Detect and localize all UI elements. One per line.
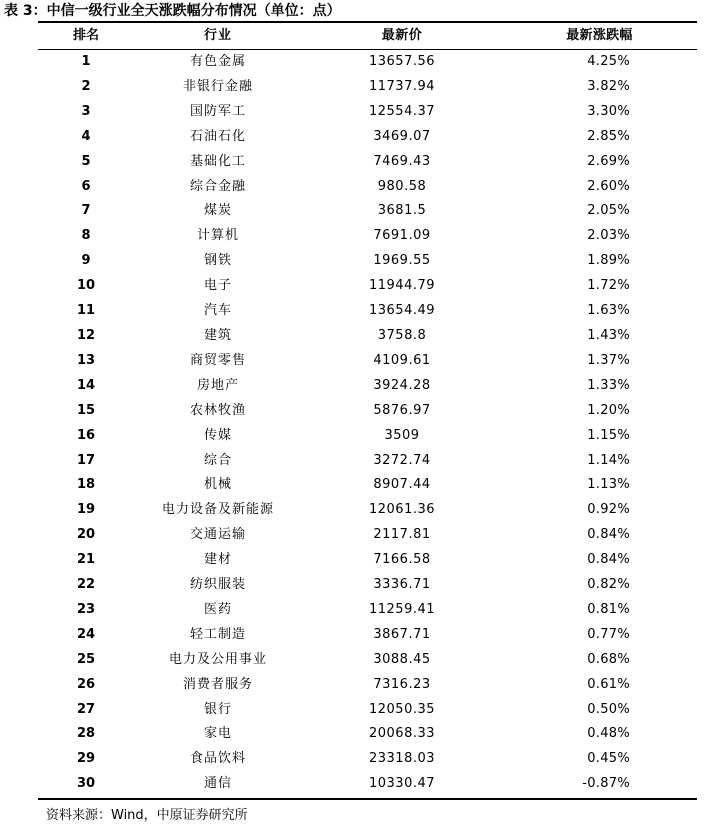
change-cell: 0.68% [587,651,630,667]
table-row [38,424,697,449]
industry-cell: 轻工制造 [189,626,246,642]
change-cell: 1.33% [587,377,630,393]
change-cell: 3.30% [587,103,630,119]
rank-cell: 30 [76,776,96,792]
price-cell: 980.58 [377,178,427,194]
price-cell: 2117.81 [373,527,431,543]
table-row [38,150,697,175]
header-row [38,23,697,49]
rank-cell: 25 [76,651,96,667]
price-cell: 13657.56 [368,54,436,69]
price-cell: 4109.61 [373,352,431,368]
industry-cell: 建材 [203,552,232,568]
table-row [38,548,697,573]
change-cell: 0.82% [587,577,630,593]
change-cell: 2.60% [587,178,630,194]
change-cell: 0.84% [587,552,630,568]
industry-cell: 机械 [203,477,232,493]
rank-cell: 5 [81,153,91,169]
table-row [38,175,697,200]
price-cell: 7469.43 [373,153,431,169]
table-row [38,349,697,374]
table-row [38,125,697,150]
price-cell: 7316.23 [373,676,431,692]
industry-cell: 电力设备及新能源 [161,502,274,518]
industry-cell: 综合金融 [189,178,246,194]
rank-cell: 15 [76,402,96,418]
header-industry: 行业 [203,28,232,43]
table-row [38,299,697,324]
rank-cell: 11 [76,303,96,319]
table-row [38,673,697,698]
rank-cell: 4 [81,128,91,144]
rank-cell: 6 [81,178,91,194]
change-cell: 1.72% [587,278,630,294]
table-row [38,100,697,125]
industry-cell: 建筑 [203,327,232,343]
rank-cell: 22 [76,577,96,593]
price-cell: 3924.28 [373,377,431,393]
change-cell: 0.61% [587,676,630,692]
industry-cell: 钢铁 [203,253,232,269]
industry-cell: 食品饮料 [189,751,246,767]
industry-cell: 家电 [203,726,232,742]
industry-cell: 电子 [203,278,232,294]
rank-cell: 16 [76,427,96,443]
change-cell: 1.89% [587,253,630,269]
change-cell: 0.50% [587,701,630,717]
price-cell: 3272.74 [373,452,431,468]
change-cell: 0.84% [587,527,630,543]
table-row [38,473,697,498]
rank-cell: 17 [76,452,96,468]
industry-cell: 通信 [203,776,232,792]
rank-cell: 8 [81,228,91,244]
change-cell: 2.05% [587,203,630,219]
rank-cell: 29 [76,751,96,767]
change-cell: 2.03% [587,228,630,244]
table-row [38,50,697,75]
industry-cell: 纺织服装 [189,577,246,593]
table-row [38,573,697,598]
price-cell: 3469.07 [373,128,431,144]
rank-cell: 28 [76,726,96,742]
table-row [38,449,697,474]
change-cell: 1.63% [587,303,630,319]
price-cell: 13654.49 [368,303,436,319]
rank-cell: 18 [76,477,96,493]
price-cell: 3867.71 [373,626,431,642]
change-cell: 1.37% [587,352,630,368]
price-cell: 3681.5 [377,203,427,219]
industry-cell: 非银行金融 [182,78,253,94]
header-rank: 排名 [72,28,99,43]
industry-cell: 医药 [203,601,232,617]
price-cell: 3088.45 [373,651,431,667]
change-cell: 1.14% [587,452,630,468]
rank-cell: 2 [81,78,91,94]
price-cell: 12061.36 [368,502,436,518]
price-cell: 11737.94 [368,78,436,94]
table-row [38,523,697,548]
industry-cell: 基础化工 [189,153,246,169]
industry-cell: 房地产 [196,377,239,393]
table-bottom-rule [38,798,697,800]
change-cell: 2.85% [587,128,630,144]
rank-cell: 1 [81,54,91,69]
rank-cell: 14 [76,377,96,393]
change-cell: 3.82% [587,78,630,94]
price-cell: 3758.8 [377,327,427,343]
industry-cell: 汽车 [203,303,232,319]
industry-cell: 电力及公用事业 [168,651,267,667]
header-change: 最新涨跌幅 [566,28,633,43]
price-cell: 11259.41 [368,601,436,617]
industry-cell: 国防军工 [189,103,246,119]
change-cell: 0.48% [587,726,630,742]
rank-cell: 26 [76,676,96,692]
table-row [38,623,697,648]
price-cell: 12554.37 [368,103,436,119]
change-cell: 1.15% [587,427,630,443]
table-header [38,23,697,49]
rank-cell: 9 [81,253,91,269]
industry-cell: 银行 [203,701,232,717]
industry-cell: 有色金属 [189,54,246,69]
industry-cell: 综合 [203,452,232,468]
table-title: 表 3：中信一级行业全天涨跌幅分布情况（单位：点） [4,3,341,19]
price-cell: 1969.55 [373,253,431,269]
table-row [38,399,697,424]
price-cell: 7691.09 [373,228,431,244]
change-cell: -0.87% [582,776,630,792]
rank-cell: 3 [81,103,91,119]
industry-cell: 消费者服务 [182,676,253,692]
price-cell: 12050.35 [368,701,436,717]
rank-cell: 23 [76,601,96,617]
table-row [38,648,697,673]
industry-cell: 石油石化 [189,128,246,144]
industry-cell: 计算机 [196,228,239,244]
rank-cell: 13 [76,352,96,368]
rank-cell: 19 [76,502,96,518]
table-row [38,747,697,772]
change-cell: 0.77% [587,626,630,642]
change-cell: 1.20% [587,402,630,418]
table-row [38,249,697,274]
table-row [38,374,697,399]
table-row [38,772,697,797]
table-row [38,199,697,224]
table-row [38,224,697,249]
rank-cell: 21 [76,552,96,568]
price-cell: 8907.44 [373,477,431,493]
table-row [38,498,697,523]
rank-cell: 24 [76,626,96,642]
table-row [38,324,697,349]
rank-cell: 10 [76,278,96,294]
change-cell: 1.43% [587,327,630,343]
rank-cell: 12 [76,327,96,343]
rank-cell: 20 [76,527,96,543]
industry-cell: 商贸零售 [189,352,246,368]
table-row [38,722,697,747]
change-cell: 2.69% [587,153,630,169]
header-price: 最新价 [381,28,423,43]
price-cell: 20068.33 [368,726,436,742]
table-row [38,274,697,299]
change-cell: 1.13% [587,477,630,493]
price-cell: 7166.58 [373,552,431,568]
price-cell: 23318.03 [368,751,436,767]
table-body [38,50,697,797]
change-cell: 0.45% [587,751,630,767]
change-cell: 0.92% [587,502,630,518]
price-cell: 3509 [384,427,420,443]
industry-cell: 传媒 [203,427,232,443]
industry-cell: 农林牧渔 [189,402,246,418]
rank-cell: 7 [81,203,91,219]
change-cell: 4.25% [587,54,630,69]
price-cell: 11944.79 [368,278,436,294]
price-cell: 10330.47 [368,776,436,792]
industry-cell: 煤炭 [203,203,232,219]
change-cell: 0.81% [587,601,630,617]
rank-cell: 27 [76,701,96,717]
table-row [38,698,697,723]
price-cell: 3336.71 [373,577,431,593]
price-cell: 5876.97 [373,402,431,418]
table-row [38,598,697,623]
industry-cell: 交通运输 [189,527,246,543]
source-note: 资料来源：Wind，中原证券研究所 [46,808,248,823]
table-row [38,75,697,100]
